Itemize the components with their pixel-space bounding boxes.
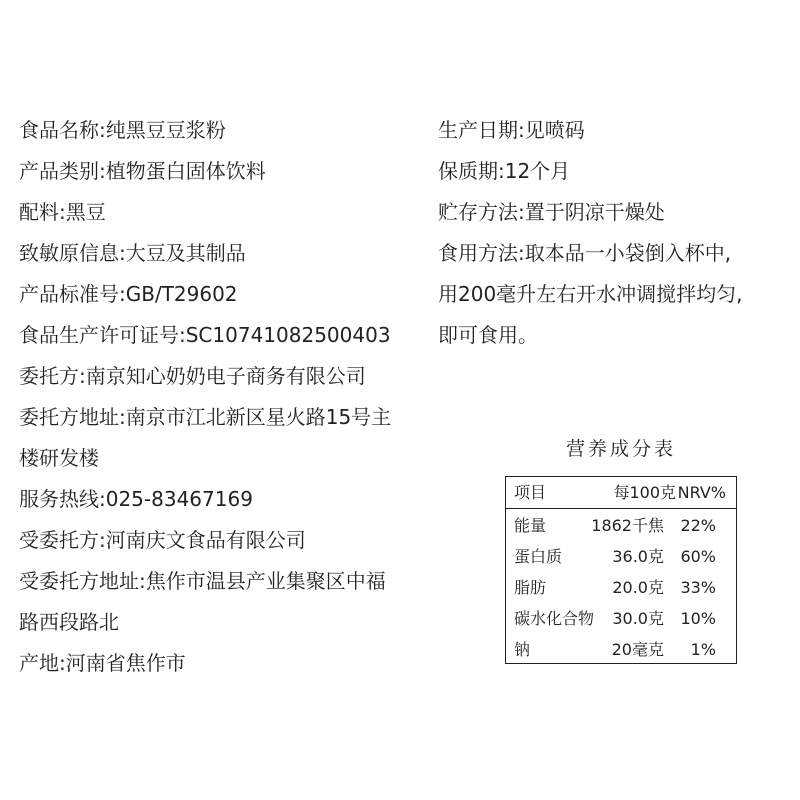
client-address-line-cont: 楼研发楼 — [19, 446, 99, 470]
client-address-line: 委托方地址:南京市江北新区星火路15号主 — [19, 405, 392, 429]
usage-method-line-2: 用200毫升左右开水冲调搅拌均匀, — [438, 282, 743, 306]
manufacturer-address-line-cont: 路西段路北 — [19, 610, 119, 634]
row-item: 脂肪 — [514, 578, 547, 597]
nutrition-table — [505, 476, 737, 664]
row-item: 碳水化合物 — [514, 609, 595, 628]
row-per100: 20.0克 — [612, 578, 664, 597]
origin-line: 产地:河南省焦作市 — [19, 651, 186, 675]
storage-method-line: 贮存方法:置于阴凉干燥处 — [438, 200, 665, 224]
table-row — [506, 510, 736, 541]
row-nrv: 60% — [680, 547, 716, 566]
client-company-line: 委托方:南京知心奶奶电子商务有限公司 — [19, 364, 366, 388]
row-per100: 30.0克 — [612, 609, 664, 628]
header-nrv: NRV% — [677, 483, 726, 502]
row-item: 钠 — [514, 640, 531, 659]
product-info-left-column — [19, 110, 439, 684]
table-row — [506, 603, 736, 634]
product-name-line: 食品名称:纯黑豆豆浆粉 — [19, 118, 226, 142]
row-nrv: 1% — [690, 640, 716, 659]
allergen-info-line: 致敏原信息:大豆及其制品 — [19, 241, 246, 265]
table-row — [506, 634, 736, 665]
nutrition-table-title: 营养成分表 — [565, 438, 676, 460]
product-category-line: 产品类别:植物蛋白固体饮料 — [19, 159, 266, 183]
row-nrv: 33% — [680, 578, 716, 597]
header-per100: 每100克 — [613, 483, 676, 502]
shelf-life-line: 保质期:12个月 — [438, 159, 571, 183]
product-standard-line: 产品标准号:GB/T29602 — [19, 282, 238, 306]
header-item: 项目 — [514, 483, 547, 502]
usage-method-line-3: 即可食用。 — [438, 323, 538, 347]
usage-method-line: 食用方法:取本品一小袋倒入杯中, — [438, 241, 732, 265]
production-license-line: 食品生产许可证号:SC10741082500403 — [19, 323, 391, 347]
table-row — [506, 572, 736, 603]
row-per100: 20毫克 — [611, 640, 664, 659]
nutrition-table-header — [506, 477, 736, 509]
row-nrv: 22% — [680, 516, 716, 535]
row-per100: 36.0克 — [612, 547, 664, 566]
row-nrv: 10% — [680, 609, 716, 628]
product-info-right-column — [438, 110, 798, 356]
manufacturer-address-line: 受委托方地址:焦作市温县产业集聚区中福 — [19, 569, 386, 593]
row-item: 能量 — [514, 516, 547, 535]
manufacturer-line: 受委托方:河南庆文食品有限公司 — [19, 528, 306, 552]
ingredients-line: 配料:黑豆 — [19, 200, 106, 224]
production-date-line: 生产日期:见喷码 — [438, 118, 585, 142]
service-hotline-line: 服务热线:025-83467169 — [19, 487, 253, 511]
row-per100: 1862千焦 — [591, 516, 664, 535]
table-row — [506, 541, 736, 572]
row-item: 蛋白质 — [514, 547, 563, 566]
